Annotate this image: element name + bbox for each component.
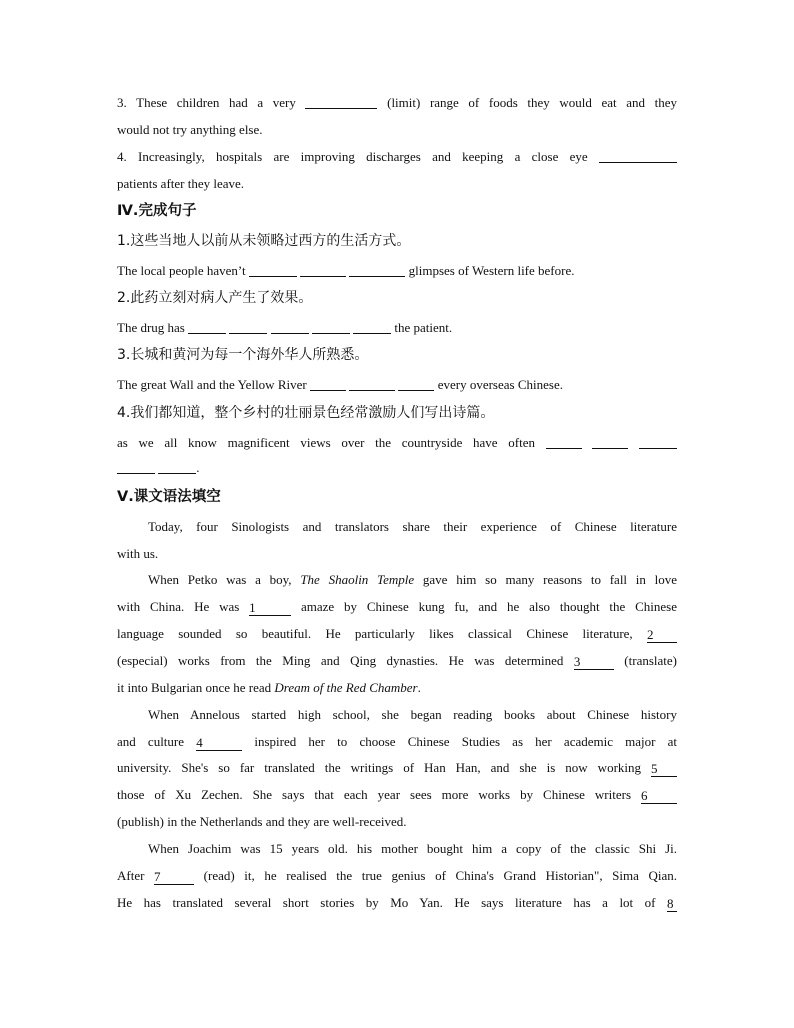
blank-number-6[interactable]: 6 xyxy=(641,788,677,804)
passage-para-2-line-1: When Petko was a boy, The Shaolin Temple gave him so many reasons to fall in love xyxy=(148,572,678,587)
answer-blank[interactable] xyxy=(158,459,196,474)
blank-number-7[interactable]: 7 xyxy=(154,869,194,885)
passage-para-4-line-3: He has translated several short stories by Mo Yan. He says literature has a lot of 8 xyxy=(117,893,677,913)
answer-blank[interactable] xyxy=(300,262,346,277)
passage-para-2-line-5: it into Bulgarian once he read Dream of the Red Chamber. xyxy=(117,680,421,695)
answer-blank[interactable] xyxy=(639,434,677,449)
question-3-line-2: would not try anything else. xyxy=(117,122,263,137)
section-4-item-4-english-line-2: . xyxy=(117,458,677,478)
passage-para-2-line-3: language sounded so beautiful. He particularly likes classical Chinese literature, 2 xyxy=(117,624,677,644)
passage-para-4-line-2: After 7 (read) it, he realised the true genius of China's Grand Historian", Sima Qian. xyxy=(117,868,678,884)
answer-blank[interactable] xyxy=(592,434,628,449)
blank-number-5[interactable]: 5 xyxy=(651,761,677,777)
question-3-line-1: 3. These children had a very (limit) range of foods they would eat and they xyxy=(117,95,678,110)
section-4-item-2-english: The drug has the patient. xyxy=(117,320,453,335)
book-title: Dream of the Red Chamber xyxy=(274,680,418,695)
answer-blank[interactable] xyxy=(353,319,391,334)
book-title: The Shaolin Temple xyxy=(300,572,415,587)
passage-para-2-line-2: with China. He was 1 amaze by Chinese kung fu, and he also thought the Chinese xyxy=(117,599,678,615)
answer-blank[interactable] xyxy=(305,94,377,109)
passage-para-3-line-4: those of Xu Zechen. She says that each year sees more works by Chinese writers 6 xyxy=(117,785,677,805)
answer-blank[interactable] xyxy=(117,459,155,474)
answer-blank[interactable] xyxy=(349,262,405,277)
blank-number-4[interactable]: 4 xyxy=(196,735,242,751)
section-4-item-3-chinese: 3.长城和黄河为每一个海外华人所熟悉。 xyxy=(117,347,369,363)
blank-number-2[interactable]: 2 xyxy=(647,627,677,643)
passage-para-1-line-1: Today, four Sinologists and translators share their experience of Chinese literature xyxy=(148,519,677,534)
section-4-item-1-chinese: 1.这些当地人以前从未领略过西方的生活方式。 xyxy=(117,233,411,249)
section-4-item-1-english: The local people haven’t glimpses of Western life before. xyxy=(117,263,575,278)
blank-number-8[interactable]: 8 xyxy=(667,896,677,912)
section-4-heading: Ⅳ.完成句子 xyxy=(117,203,197,219)
passage-para-4-line-1: When Joachim was 15 years old. his mother bought him a copy of the classic Shi Ji. xyxy=(148,841,677,856)
answer-blank[interactable] xyxy=(599,148,677,163)
section-4-item-3-english: The great Wall and the Yellow River every overseas Chinese. xyxy=(117,377,563,392)
passage-para-2-line-4: (especial) works from the Ming and Qing dynasties. He was determined 3 (translate) xyxy=(117,653,677,669)
answer-blank[interactable] xyxy=(310,376,346,391)
passage-para-3-line-1: When Annelous started high school, she began reading books about Chinese history xyxy=(148,707,677,722)
section-4-item-4-english-line-1: as we all know magnificent views over the countryside have often xyxy=(117,433,677,453)
passage-para-1-line-2: with us. xyxy=(117,546,159,561)
section-4-item-2-chinese: 2.此药立刻对病人产生了效果。 xyxy=(117,290,313,306)
answer-blank[interactable] xyxy=(249,262,297,277)
answer-blank[interactable] xyxy=(271,319,309,334)
section-5-heading: Ⅴ.课文语法填空 xyxy=(117,489,221,505)
blank-number-1[interactable]: 1 xyxy=(249,600,291,616)
answer-blank[interactable] xyxy=(188,319,226,334)
answer-blank[interactable] xyxy=(312,319,350,334)
answer-blank[interactable] xyxy=(546,434,582,449)
passage-para-3-line-2: and culture 4 inspired her to choose Chinese Studies as her academic major at xyxy=(117,734,678,750)
answer-blank[interactable] xyxy=(398,376,434,391)
section-4-item-4-chinese: 4.我们都知道，整个乡村的壮丽景色经常激励人们写出诗篇。 xyxy=(117,405,495,421)
question-4-line-1: 4. Increasingly, hospitals are improving discharges and keeping a close eye xyxy=(117,147,677,167)
blank-number-3[interactable]: 3 xyxy=(574,654,614,670)
answer-blank[interactable] xyxy=(229,319,267,334)
passage-para-3-line-3: university. She's so far translated the writings of Han Han, and she is now working 5 xyxy=(117,758,677,778)
answer-blank[interactable] xyxy=(349,376,395,391)
passage-para-3-line-5: (publish) in the Netherlands and they are well-received. xyxy=(117,814,407,829)
question-4-line-2: patients after they leave. xyxy=(117,176,245,191)
